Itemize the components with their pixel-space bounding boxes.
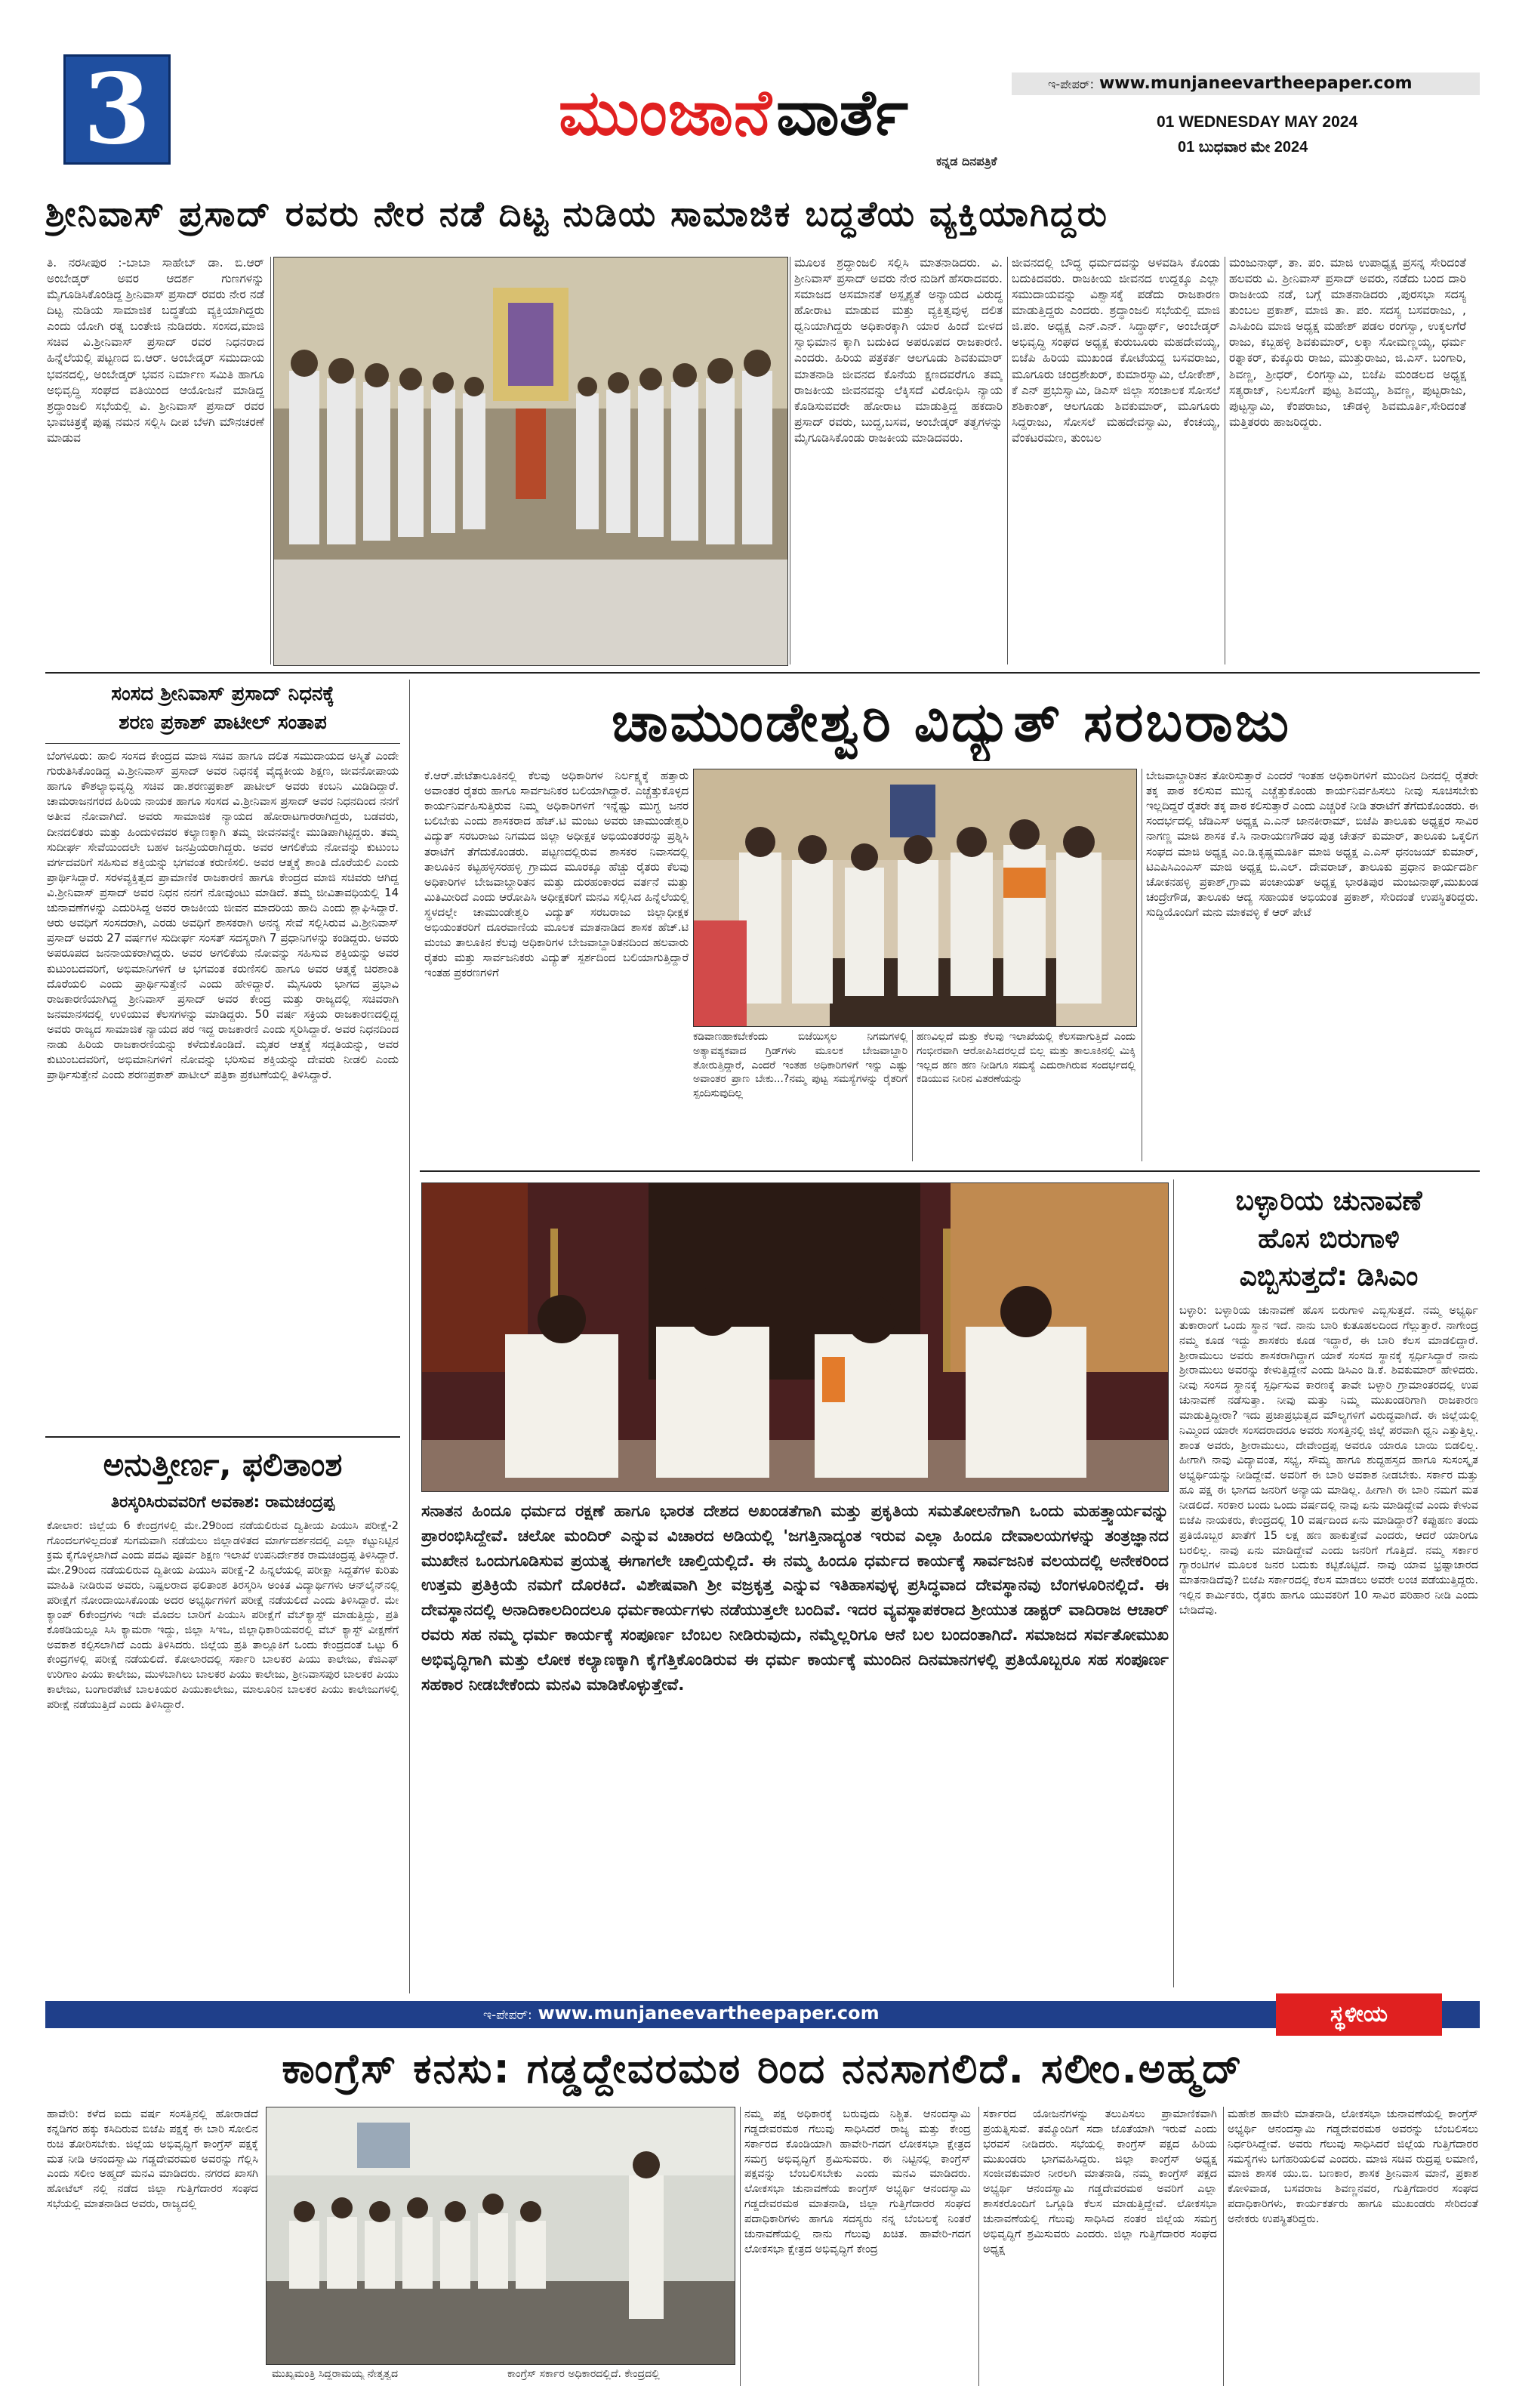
column-divider (270, 257, 271, 664)
story3-body: ಕೋಲಾರ: ಜಿಲ್ಲೆಯ 6 ಕೇಂದ್ರಗಳಲ್ಲಿ ಮೇ.29ರಿಂದ ನಡೆಯಲಿರುವ ದ್ವಿತೀಯ ಪಿಯುಸಿ ಪರೀಕ್ಷೆ-2 ಗೊಂದಲಗಳಿಲ್ಲದಂತೆ ಸುಗಮವಾಗಿ ನಡೆಯಲು ಜಿಲ್ಲಾಡಳಿತದ ಮಾರ್ಗದರ್ಶನದಲ್ಲಿ ಎಲ್ಲಾ ಕಟ್ಟುನಿಟ್ಟಿನ ಕ್ರಮ ಕೈಗೊಳ್ಳಲಾಗಿದೆ ಎಂದು ಪದವಿ ಪೂರ್ವ ಶಿಕ್ಷಣ ಇಲಾಖೆ ಉಪನಿರ್ದೇಶಕ ರಾಮಚಂದ್ರಪ್ಪ ತಿಳಿಸಿದ್ದಾರೆ. ಮೇ.29ರಿಂದ ನಡೆಯಲಿರುವ ದ್ವಿತೀಯ ಪಿಯುಸಿ ಪರೀಕ್ಷೆ-2 ಹಿನ್ನಲೆಯಲ್ಲಿ ಪರೀಕ್ಷಾ ಸಿದ್ದತೆಗಳ ಕುರಿತು ಮಾಹಿತಿ ನೀಡಿರುವ ಅವರು, ನಿಷ್ಪಲರಾದ ಫಲಿತಾಂಶ ತಿರಸ್ಕರಿಸಿ ಅಂಕಿತ ವಿದ್ಯಾರ್ಥಿಗಳು ಆನ್‌ಲೈನ್‌ನಲ್ಲಿ ಪರೀಕ್ಷೆಗೆ ನೋಂದಾಯಿಸಿಕೊಂಡು ಅದರ ಅಭ್ಯರ್ಥಿಗಳಿಗೆ ಪರೀಕ್ಷೆ ನಡೆಯಲಿದೆ ಎಂದು ತಿಳಿಸಿದ್ದಾರೆ. ಮೇ ಕ್ಯಾಂಪ್ 6ಕೇಂದ್ರಗಳು ಇದೇ ಮೊದಲ ಬಾರಿಗೆ ಪಿಯುಸಿ ಪರೀಕ್ಷೆಗೆ ವೆಬ್‌ಕ್ಯಾಸ್ಟ್ ಮಾಡುತ್ತಿದ್ದು, ಪ್ರತಿ ಕೊಠಡಿಯಲ್ಲೂ ಸಿಸಿ ಕ್ಯಾಮರಾ ಇದ್ದು, ಜಿಲ್ಲಾ ಸಿಇಒ, ಜಿಲ್ಲಾಧಿಕಾರಿಯವರಲ್ಲಿ ವೆಬ್ ಕ್ಯಾಸ್ಟ್ ವೀಕ್ಷಣೆಗೆ ಅವಕಾಶ ಕಲ್ಪಿಸಲಾಗಿದೆ ಎಂದು ತಿಳಿಸಿದರು. ಜಿಲ್ಲೆಯ ಪ್ರತಿ ತಾಲ್ಲೂಕಿಗೆ ಒಂದು ಕೇಂದ್ರದಂತೆ ಒಟ್ಟು 6 ಕೇಂದ್ರಗಳಲ್ಲಿ ಪರೀಕ್ಷೆ ನಡೆಯಲಿದೆ. ಕೋಲಾರದಲ್ಲಿ ಸರ್ಕಾರಿ ಬಾಲಕರ ಪಿಯು ಕಾಲೇಜು, ಕೆಜಿಎಫ್ ಉರಿಗಾಂ ಪಿಯು ಕಾಲೇಜು, ಮುಳಬಾಗಿಲು ಬಾಲಕರ ಪಿಯು ಕಾಲೇಜು, ಶ್ರೀನಿವಾಸಪುರ ಬಾಲಕರ ಪಿಯು ಕಾಲೇಜು, ಬಂಗಾರಪೇಟೆ ಬಾಲಕಿಯರ ಪಿಯುಕಾಲೇಜು, ಮಾಲೂರಿನ ಬಾಲಕರ ಪಿಯು ಕಾಲೇಜುಗಳಲ್ಲಿ ಪರೀಕ್ಷೆ ನಡೆಯುತ್ತಿದೆ ಎಂದು ತಿಳಿಸಿದ್ದಾರೆ. (47, 1520, 399, 1711)
story7-headline: ಕಾಂಗ್ರೆಸ್ ಕನಸು: ಗಡ್ಡದ್ದೇವರಮಠ ರಿಂದ ನನಸಾಗಲಿದೆ. ಸಲೀಂ.ಅಹ್ಮದ್ (282, 2045, 1243, 2092)
section-divider (420, 1170, 1480, 1172)
story7-col4: ಮಹೇಶ ಹಾವೇರಿ ಮಾತನಾಡಿ, ಲೋಕಸಭಾ ಚುನಾವಣೆಯಲ್ಲಿ ಕಾಂಗ್ರೆಸ್ ಅಭ್ಯರ್ಥಿ ಆನಂದಸ್ವಾಮಿ ಗಡ್ಡದೇವರಮಠ ಅವರನ್ನು ಬೆಂಬಲಿಸಲು ನಿರ್ಧರಿಸಿದ್ದೇವೆ. ಅವರು ಗೆಲುವು ಸಾಧಿಸಿದರೆ ಜಿಲ್ಲೆಯ ಗುತ್ತಿಗೆದಾರರ ಸಮಸ್ಯೆಗಳು ಬಗೆಹರಿಯಲಿವೆ ಎಂದರು. ಮಾಜಿ ಸಚಿವ ರುದ್ರಪ್ಪ ಲಮಾಣಿ, ಮಾಜಿ ಶಾಸಕ ಯು.ಬಿ. ಬಣಕಾರ, ಶಾಸಕ ಶ್ರೀನಿವಾಸ ಮಾನೆ, ಪ್ರಕಾಶ ಕೋಳಿವಾಡ, ಬಸವರಾಜ ಶಿವಣ್ಣನವರ, ಗುತ್ತಿಗೆದಾರರ ಸಂಘದ ಪದಾಧಿಕಾರಿಗಳು, ಕಾರ್ಯಕರ್ತರು ಹಾಗೂ ಮುಖಂಡರು ಸೇರಿದಂತೆ ಅನೇಕರು ಉಪಸ್ಥಿತರಿದ್ದರು. (1228, 2107, 1478, 2225)
column-divider (1173, 1179, 1174, 1987)
page-number-box (63, 54, 171, 165)
section-label-box (1276, 1993, 1442, 2036)
column-divider (740, 2107, 741, 2386)
story7-col2: ನಮ್ಮ ಪಕ್ಷ ಅಧಿಕಾರಕ್ಕೆ ಬರುವುದು ನಿಶ್ಚಿತ. ಆನಂದಸ್ವಾಮಿ ಗಡ್ಡದೇವರಮಠ ಗೆಲುವು ಸಾಧಿಸಿದರೆ ರಾಜ್ಯ ಮತ್ತು ಕೇಂದ್ರ ಸರ್ಕಾರದ ಕೊಂಡಿಯಾಗಿ ಹಾವೇರಿ-ಗದಗ ಲೋಕಸಭಾ ಕ್ಷೇತ್ರದ ಸಮಗ್ರ ಅಭಿವೃದ್ಧಿಗೆ ಶ್ರಮಿಸುವರು. ಈ ನಿಟ್ಟಿನಲ್ಲಿ ಕಾಂಗ್ರೆಸ್ ಪಕ್ಷವನ್ನು ಬೆಂಬಲಿಸಬೇಕು ಎಂದು ಮನವಿ ಮಾಡಿದರು. ಲೋಕಸಭಾ ಚುನಾವಣೆಯ ಕಾಂಗ್ರೆಸ್ ಅಭ್ಯರ್ಥಿ ಆನಂದಸ್ವಾಮಿ ಗಡ್ಡದೇವರಮಠ ಮಾತನಾಡಿ, ಜಿಲ್ಲಾ ಗುತ್ತಿಗೆದಾರರ ಸಂಘದ ಪದಾಧಿಕಾರಿಗಳು ಹಾಗೂ ಸದಸ್ಯರು ನನ್ನ ಬೆಂಬಲಕ್ಕೆ ನಿಂತರೆ ಚುನಾವಣೆಯಲ್ಲಿ ನಾನು ಗೆಲುವು ಖಚಿತ. ಹಾವೇರಿ-ಗದಗ ಲೋಕಸಭಾ ಕ್ಷೇತ್ರದ ಅಭಿವೃದ್ಧಿಗೆ ಕೇಂದ್ರ (744, 2107, 971, 2255)
story1-col1: ತಿ. ನರಸೀಪುರ :-ಬಾಬಾ ಸಾಹೇಬ್ ಡಾ. ಬಿ.ಆರ್ ಅಂಬೇಡ್ಕರ್ ಅವರ ಆದರ್ಶ ಗುಣಗಳನ್ನು ಮೈಗೂಡಿಸಿಕೊಂಡಿದ್ದ ಶ್ರೀನಿವಾಸ್ ಪ್ರಸಾದ್ ರವರು ನೇರ ನಡೆ ದಿಟ್ಟ ನುಡಿಯ ಸಾಮಾಜಿಕ ಬದ್ಧತೆಯ ವ್ಯಕ್ತಿಯಾಗಿದ್ದರು ಎಂದು ಯೋಗಿ ರತ್ನ ಬಂತೇಜಿ ನುಡಿದರು. ಸಂಸದ,ಮಾಜಿ ಸಚಿವ ವಿ.ಶ್ರೀನಿವಾಸ್ ಪ್ರಸಾದ್ ರವರ ನಿಧನರಾದ ಹಿನ್ನೆಲೆಯಲ್ಲಿ ಪಟ್ಟಣದ ಬಿ.ಆರ್. ಅಂಬೇಡ್ಕರ್ ಸಮುದಾಯ ಭವನದಲ್ಲಿ, ಅಂಬೇಡ್ಕರ್ ಭವನ ನಿರ್ಮಾಣ ಸಮಿತಿ ಹಾಗೂ ಅಭಿವೃದ್ಧಿ ಸಂಘದ ವತಿಯಿಂದ ಆಯೋಜನೆ ಮಾಡಿದ್ದ ಶ್ರದ್ಧಾಂಜಲಿ ಸಭೆಯಲ್ಲಿ ವಿ. ಶ್ರೀನಿವಾಸ್ ಪ್ರಸಾದ್ ರವರ ಭಾವಚಿತ್ರಕ್ಕೆ ಪುಷ್ಪ ನಮನ ಸಲ್ಲಿಸಿ ದೀಪ ಬೆಳಗಿ ಮೌನಚರಣೆ ಮಾಡುವ (47, 256, 264, 445)
masthead-title-black: ವಾರ್ತೆ (776, 76, 909, 150)
epaper-label: ಇ-ಪೇಪರ್: (1048, 77, 1094, 91)
masthead-title (559, 76, 1027, 159)
story4-photo-image (694, 769, 1136, 1026)
story6-headline-line2: ಹೊಸ ಬಿರುಗಾಳಿ (1258, 1223, 1400, 1254)
page-number: 3 (83, 53, 151, 166)
date-kannada: 01 ಬುಧವಾರ ಮೇ 2024 (1178, 139, 1308, 156)
story2-body: ಬೆಂಗಳೂರು: ಹಾಲಿ ಸಂಸದ ಕೇಂದ್ರದ ಮಾಜಿ ಸಚಿವ ಹಾಗೂ ದಲಿತ ಸಮುದಾಯದ ಅಸ್ಮಿತೆ ಎಂದೇ ಗುರುತಿಸಿಕೊಂಡಿದ್ದ ವಿ.ಶ್ರೀನಿವಾಸ್ ಪ್ರಸಾದ್ ಅವರ ನಿಧನಕ್ಕೆ ವೈದ್ಯಕೀಯ ಶಿಕ್ಷಣ, ಜೀವನೋಪಾಯ ಹಾಗೂ ಕೌಶಲ್ಯಾಭಿವೃದ್ಧಿ ಸಚಿವ ಡಾ.ಶರಣಪ್ರಕಾಶ್ ಪಾಟೀಲ್ ಅವರು ಕಂಬನಿ ಮಿಡಿದಿದ್ದಾರೆ. ಚಾಮರಾಜನಗರದ ಹಿರಿಯ ನಾಯಕ ಹಾಗೂ ಸಂಸದ ವಿ.ಶ್ರೀನಿವಾಸ ಪ್ರಸಾದ್ ಅವರ ನಿಧನದಿಂದ ನನಗೆ ಅತೀವ ನೋವಾಗಿದೆ. ಅವರು ಸಾಮಾಜಿಕ ನ್ಯಾಯದ ಹೋರಾಟಗಾರರಾಗಿದ್ದರು, ಬಡವರು, ದೀನದಲಿತರು ಮತ್ತು ಹಿಂದುಳಿದವರ ಕಲ್ಯಾಣಕ್ಕಾಗಿ ತಮ್ಮ ಜೀವನವನ್ನೇ ಮುಡಿಪಾಗಿಟ್ಟಿದ್ದರು. ತಮ್ಮ ಸುದೀರ್ಘ ಸೇವೆಯಿಂದಲೇ ಬಹಳ ಜನಪ್ರಿಯರಾಗಿದ್ದರು. ಅವರ ಆಗಲಿಕೆಯ ನೋವನ್ನು ಕುಟುಂಬ ವರ್ಗದವರಿಗೆ ಸಹಿಸುವ ಶಕ್ತಿಯನ್ನು ಭಗವಂತ ಕರುಣಿಸಲಿ. ಅವರ ಆತ್ಮಕ್ಕೆ ಶಾಂತಿ ದೊರೆಯಲಿ ಎಂದು ಪ್ರಾರ್ಥಿಸಿದ್ದಾರೆ. ಸರಳವ್ಯಕ್ತಿತ್ವದ ಪ್ರಾಮಾಣಿಕ ರಾಜಕಾರಣಿ ಹಾಗೂ ಕೇಂದ್ರದ ಮಾಜಿ ಸಚಿವರು ಆಗಿದ್ದ ವಿ.ಶ್ರೀನಿವಾಸ್ ಪ್ರಸಾದ್ ಅವರ ನಿಧನ ನನಗೆ ನೋವುಂಟು ಮಾಡಿದೆ. ತಮ್ಮ ಜೀವಿತಾವಧಿಯಲ್ಲಿ 14 ಚುನಾವಣೆಗಳನ್ನು ಎದುರಿಸಿದ್ದ ಅವರ ರಾಜಕೀಯ ಜೀವನ ಮಾದರಿಯ ಹಾದಿ ಎಂದು ಶ್ಲಾಘಿಸಿದ್ದಾರೆ. ಆರು ಅವಧಿಗೆ ಸಂಸದರಾಗಿ, ಎರಡು ಅವಧಿಗೆ ಶಾಸಕರಾಗಿ ಅನನ್ಯ ಸೇವೆ ಸಲ್ಲಿಸಿರುವ ವಿ.ಶ್ರೀನಿವಾಸ್ ಪ್ರಸಾದ್ ಅವರು 27 ವರ್ಷಗಳ ಸುದೀರ್ಘ ಸಂಸತ್ ಸದಸ್ಯರಾಗಿ 7 ಪ್ರಧಾನಿಗಳನ್ನು ಕಂಡಿದ್ದರು. ಅವರು ಅಪರೂಪದ ಜನನಾಯಕರಾಗಿದ್ದರು. ಅವರ ಅಗಲಿಕೆಯ ನೋವನ್ನು ಸಹಿಸುವ ಶಕ್ತಿಯನ್ನು ಅವರ ಕುಟುಂಬದವರಿಗೆ, ಅಭಿಮಾನಿಗಳಿಗೆ ಆ ಭಗವಂತ ಕರುಣಿಸಲಿ ಹಾಗೂ ಅವರ ಆತ್ಮಕ್ಕೆ ಚಿರಶಾಂತಿ ದೊರೆಯಲಿ ಎಂದು ಪ್ರಾರ್ಥಿಸುತ್ತೇನೆ ಎಂದು ಹೇಳಿದ್ದಾರೆ. ಮೈಸೂರು ಭಾಗದ ಪ್ರಭಾವಿ ರಾಜಕಾರಣಿಯಾಗಿದ್ದ ಶ್ರೀನಿವಾಸ್ ಪ್ರಸಾದ್ ಅವರ ಕೇಂದ್ರ ಮತ್ತು ರಾಜ್ಯದಲ್ಲಿ ಸಚಿವರಾಗಿ ಜನಮಾನಸದಲ್ಲಿ ಉಳಿಯುವ ಕೆಲಸಗಳನ್ನು ಮಾಡಿದ್ದರು. 50 ವರ್ಷ ಸಕ್ರಿಯ ರಾಜಕಾರಣದಲ್ಲಿದ್ದ ಅವರು ರಾಜ್ಯದ ಸಾಮಾಜಿಕ ನ್ಯಾಯದ ಪರ ಇದ್ದ ರಾಜಕಾರಣಿ ಎಂದು ಸ್ಮರಿಸಿದ್ದಾರೆ. ಅವರ ನಿಧನದಿಂದ ನಾಡು ಹಿರಿಯ ರಾಜಕಾರಣಿಯನ್ನು ಕಳೆದುಕೊಂಡಿದೆ. ಮೃತರ ಆತ್ಮಕ್ಕೆ ಸದ್ಗತಿಯನ್ನು, ಅವರ ಕುಟುಂಬದವರಿಗೆ, ಅಭಿಮಾನಿಗಳಿಗೆ ನೋವನ್ನು ಭರಿಸುವ ಶಕ್ತಿಯನ್ನು ದೇವರು ನೀಡಲಿ ಎಂದು ಪ್ರಾರ್ಥಿಸುತ್ತೇನೆ ಎಂದು ಶರಣಪ್ರಕಾಶ್ ಪಾಟೀಲ್ ಪತ್ರಿಕಾ ಪ್ರಕಟಣೆಯಲ್ಲಿ ತಿಳಿಸಿದ್ದಾರೆ. (47, 750, 399, 1082)
section-divider (45, 672, 1480, 674)
story5-body: ಸನಾತನ ಹಿಂದೂ ಧರ್ಮದ ರಕ್ಷಣೆ ಹಾಗೂ ಭಾರತ ದೇಶದ ಅಖಂಡತೆಗಾಗಿ ಮತ್ತು ಪ್ರಕೃತಿಯ ಸಮತೋಲನೆಗಾಗಿ ಒಂದು ಮಹತ್ತ್ವಾರ್ಯವನ್ನು ಪ್ರಾರಂಭಿಸಿದ್ದೇವೆ. ಚಲೋ ಮಂದಿರ್ ಎನ್ನುವ ವಿಚಾರದ ಅಡಿಯಲ್ಲಿ 'ಜಗತ್ತಿನಾದ್ಯಂತ ಇರುವ ಎಲ್ಲಾ ಹಿಂದೂ ದೇವಾಲಯಗಳನ್ನು ತಂತ್ರಜ್ಞಾನದ ಮುಖೇನ ಒಂದುಗೂಡಿಸುವ ಪ್ರಯತ್ನ ಈಗಾಗಲೇ ಚಾಲ್ತಿಯಲ್ಲಿದೆ. ಈ ನಮ್ಮ ಹಿಂದೂ ಧರ್ಮದ ಕಾರ್ಯಕ್ಕೆ ಸಾರ್ವಜನಿಕ ವಲಯದಲ್ಲಿ ಅನೇಕರಿಂದ ಉತ್ತಮ ಪ್ರತಿಕ್ರಿಯೆ ನಮಗೆ ದೊರಕಿದೆ. ವಿಶೇಷವಾಗಿ ಶ್ರೀ ವಜ್ರಕೃತ್ತ ಎನ್ನುವ ಇತಿಹಾಸವುಳ್ಳ ಪ್ರಸಿದ್ಧವಾದ ದೇವಸ್ಥಾನವು ಬೆಂಗಳೂರಿನಲ್ಲಿದೆ. ಈ ದೇವಸ್ಥಾನದಲ್ಲಿ ಅನಾದಿಕಾಲದಿಂದಲೂ ಧರ್ಮಕಾರ್ಯಗಳು ನಡೆಯುತ್ತಲೇ ಬಂದಿವೆ. ಇದರ ವ್ಯವಸ್ಥಾಪಕರಾದ ಶ್ರೀಯುತ ಡಾಕ್ಟರ್ ವಾದಿರಾಜ ಆಚಾರ್ ರವರು ಸಹ ನಮ್ಮ ಧರ್ಮ ಕಾರ್ಯಕ್ಕೆ ಸಂಪೂರ್ಣ ಬೆಂಬಲ ನೀಡಿರುವುದು, ನಮ್ಮೆಲ್ಲರಿಗೂ ಆನೆ ಬಲ ಬಂದಂತಾಗಿದೆ. ಸಮಾಜದ ಸರ್ವತೋಮುಖ ಅಭಿವೃದ್ಧಿಗಾಗಿ ಮತ್ತು ಲೋಕ ಕಲ್ಯಾಣಕ್ಕಾಗಿ ಕೈಗೆತ್ತಿಕೊಂಡಿರುವ ಈ ಧರ್ಮ ಕಾರ್ಯಕ್ಕೆ ಮುಂದಿನ ದಿನಮಾನಗಳಲ್ಲಿ ಪ್ರತಿಯೊಬ್ಬರೂ ಸಹ ಸಂಪೂರ್ಣ ಸಹಕಾರ ನೀಡಬೇಕೆಂದು ಮನವಿ ಮಾಡಿಕೊಳ್ಳುತ್ತೇವೆ. (421, 1502, 1169, 1694)
story6-body: ಬಳ್ಳಾರಿ: ಬಳ್ಳಾರಿಯ ಚುನಾವಣೆ ಹೊಸ ಬಿರುಗಾಳಿ ಎಬ್ಬಿಸುತ್ತದೆ. ನಮ್ಮ ಅಭ್ಯರ್ಥಿ ತುಕಾರಾಂಗೆ ಒಂದು ಸ್ಥಾನ ಇದೆ. ನಾನು ಬಾರಿ ಕುತೂಹಲದಿಂದ ಗೆಲ್ಲುತ್ತಾರೆ. ನಾಗೇಂದ್ರ ನಮ್ಮ ಕೂಡ ಇದ್ದು ಶಾಸಕರು ಕೂಡ ಇದ್ದಾರೆ, ಈ ಬಾರಿ ಕೆಲಸ ಮಾಡಲಿದ್ದಾರೆ. ಶ್ರೀರಾಮುಲು ಅವರು ಶಾಸಕರಾಗಿದ್ದಾಗ ಯಾಕೆ ಸಂಸದ ಸ್ಥಾನಕ್ಕೆ ಸ್ಪರ್ಧಿಸಿದ್ದಾರೆ ನಾನು ಶ್ರೀರಾಮುಲು ಅವರನ್ನು ಕೇಳುತ್ತಿದ್ದೇನೆ ಎಂದು ಡಿಸಿಎಂ ಡಿ.ಕೆ. ಶಿವಕುಮಾರ್ ಹೇಳಿದರು. ನೀವು ಸಂಸದ ಸ್ಥಾನಕ್ಕೆ ಸ್ಪರ್ಧಿಸುವ ಕಾರಣಕ್ಕೆ ತಾವೇ ಬಳ್ಳಾರಿ ಗ್ರಾಮಾಂತರದಲ್ಲಿ ಉಪ ಚುನಾವಣೆ ನಡೆಸುತ್ತಾ. ನೀವು ಮತ್ತು ನಿಮ್ಮ ಮುಖಂಡರಿಗಾಗಿ ರಾಜಕಾರಣ ಮಾಡುತ್ತಿದ್ದೀರಾ? ಇದು ಪ್ರಜಾಪ್ರಭುತ್ವದ ಮೌಲ್ಯಗಳಿಗೆ ವಿರುದ್ಧವಾಗಿದೆ. ಈ ಜಿಲ್ಲೆಯಲ್ಲಿ ನಿಮ್ಮಿಂದ ಯಾರೇ ಸಂಸದರಾದರೂ ಅವರು ಸಂಸತ್ತಿನಲ್ಲಿ ಜಿಲ್ಲೆ ಪರವಾಗಿ ಧ್ವನಿ ಎತ್ತುತ್ತಿಲ್ಲ. ಶಾಂತ ಅವರು, ಶ್ರೀರಾಮುಲು, ದೇವೇಂದ್ರಪ್ಪ ಅವರೂ ಯಾರೂ ಬಾಯಿ ಬಿಡಲಿಲ್ಲ. ಹೀಗಾಗಿ ನಾವು ವಿದ್ಯಾವಂತ, ಸಭ್ಯ, ಸೌಮ್ಯ ಹಾಗೂ ಶುದ್ಧಹಸ್ತದ ಹಾಗೂ ಸುಸಂಸ್ಕೃತ ಅಭ್ಯರ್ಥಿಯನ್ನು ನೀಡಿದ್ದೇವೆ. ಅವರಿಗೆ ಈ ಬಾರಿ ಅವಕಾಶ ನೀಡಬೇಕು. ಸರ್ಕಾರ ಮತ್ತು ಹೂ ಪಕ್ಷ ಈ ಭಾಗದ ಜನರಿಗೆ ಅನ್ಯಾಯ ಮಾಡಿಲ್ಲ. ಹೀಗಾಗಿ ಈ ಬಾರಿ ನಮಗೆ ಮತ ನೀಡಲಿದೆ. ಸರಕಾರ ಬಂದು ಒಂದು ವರ್ಷದಲ್ಲಿ ನಾವು ಏನು ಮಾಡಿದ್ದೇವೆ ಎಂದು ಕೇಳುವ ಬಿಜೆಪಿ ನಾಯಕರು, ಕೇಂದ್ರದಲ್ಲಿ 10 ವರ್ಷದಿಂದ ಏನು ಮಾಡಿದ್ದಾರೆ? ಕಪ್ಪುಹಣ ತಂದು ಪ್ರತಿಯೊಬ್ಬರ ಖಾತೆಗೆ 15 ಲಕ್ಷ ಹಣ ಹಾಕುತ್ತೇವೆ ಎಂದರು, ಆದರೆ ಯಾರಿಗೂ ಬರಲಿಲ್ಲ. ನಾವು ಏನು ಮಾಡಿದ್ದೇವೆ ಎಂದು ಜನರಿಗೆ ಗೊತ್ತಿದೆ. ನಮ್ಮ ಸರ್ಕಾರ ಗ್ಯಾರಂಟಿಗಳ ಮೂಲಕ ಜನರ ಬದುಕು ಕಟ್ಟಿಕೊಟ್ಟಿದೆ. ನಾವು ಯಾವ ಭ್ರಷ್ಟಾಚಾರದ ಮಾತನಾಡಿದೆವು? ಬಿಜೆಪಿ ಸರ್ಕಾರದಲ್ಲಿ ಕೆಲಸ ಮಾಡಲು ಅವರೇ ಲಂಚ ಪಡೆಯುತ್ತಿದ್ದರು. ಇಲ್ಲಿನ ಕಾರ್ಮಿಕರು, ರೈತರು ಹಾಗೂ ಯುವಕರಿಗೆ 10 ಸಾವಿರ ಪರಿಹಾರ ನೀಡಿ ಎಂದು ಬೇಡಿದೆವು. (1179, 1304, 1478, 1617)
story4-photo (693, 769, 1137, 1027)
epaper-link[interactable] (1048, 74, 1413, 93)
epaper-url[interactable]: www.munjaneevartheepaper.com (1098, 74, 1413, 93)
column-divider (912, 1030, 913, 1161)
story7-photo (266, 2107, 735, 2365)
story5-photo-image (422, 1183, 1168, 1491)
story2-headline (45, 680, 400, 737)
headline-underline (45, 743, 400, 744)
story7-col3: ಸರ್ಕಾರದ ಯೋಜನೆಗಳನ್ನು ತಲುಪಿಸಲು ಪ್ರಾಮಾಣಿಕವಾಗಿ ಪ್ರಯತ್ನಿಸುವೆ. ತಮ್ಮೊಂದಿಗೆ ಸದಾ ಜೊತೆಯಾಗಿ ಇರುವೆ ಎಂದು ಭರವಸೆ ನೀಡಿದರು. ಸಭೆಯಲ್ಲಿ ಕಾಂಗ್ರೆಸ್ ಪಕ್ಷದ ಹಿರಿಯ ಮುಖಂಡರು ಭಾಗವಹಿಸಿದ್ದರು. ಜಿಲ್ಲಾ ಕಾಂಗ್ರೆಸ್ ಅಧ್ಯಕ್ಷ ಸಂಜೀವಕುಮಾರ ನೀರಲಗಿ ಮಾತನಾಡಿ, ನಮ್ಮ ಕಾಂಗ್ರೆಸ್ ಪಕ್ಷದ ಅಭ್ಯರ್ಥಿ ಆನಂದಸ್ವಾಮಿ ಗಡ್ಡದೇವರಮಠ ಅವರಿಗೆ ಎಲ್ಲಾ ಶಾಸಕರೊಂದಿಗೆ ಒಗ್ಗೂಡಿ ಕೆಲಸ ಮಾಡುತ್ತಿದ್ದೇವೆ. ಲೋಕಸಭಾ ಚುನಾವಣೆಯಲ್ಲಿ ಗೆಲುವು ಸಾಧಿಸಿದ ನಂತರ ಜಿಲ್ಲೆಯ ಸಮಗ್ರ ಅಭಿವೃದ್ಧಿಗೆ ಶ್ರಮಿಸುವರು ಎಂದರು. ಜಿಲ್ಲಾ ಗುತ್ತಿಗೆದಾರರ ಸಂಘದ ಅಧ್ಯಕ್ಷ (983, 2107, 1217, 2255)
story4-bottom-a: ಕಡಿವಾಣಹಾಕಬೇಕೆಂದು ಬಿಜೆಯಿಸ್ಕಲ ನಿಗಮಗಳಲ್ಲಿ ಅತ್ಯಾವಶ್ಯಕವಾದ ಗ್ರಿಡ್‌ಗಳು ಮೂಲಕ ಬೇಜವಾಬ್ದಾರಿ ತೋರುತ್ತಿದ್ದಾರೆ, ಎಂದರೆ ಇಂತಹ ಅಧಿಕಾರಿಗಳಿಗೆ ಇನ್ನು ಎಷ್ಟು ಅವಾಂತರ ಪ್ರಾಣ ಬೇಕು...?ನಮ್ಮ ಪುಟ್ಟ ಸಮಸ್ಯೆಗಳನ್ನು ರೈತರಿಗೆ ಸ್ಪಂದಿಸುವುದಿಲ್ಲ (693, 1031, 907, 1099)
column-divider (409, 680, 410, 1993)
story2-headline-line2: ಶರಣ ಪ್ರಕಾಶ್ ಪಾಟೀಲ್ ಸಂತಾಪ (119, 711, 327, 734)
masthead-title-red: ಮುಂಜಾನೆ (559, 76, 772, 150)
story3-headline: ಅನುತ್ತೀರ್ಣ, ಫಲಿತಾಂಶ (103, 1446, 343, 1483)
masthead (0, 0, 1516, 189)
column-divider (1007, 257, 1008, 664)
story6-headline-line1: ಬಳ್ಳಾರಿಯ ಚುನಾವಣೆ (1235, 1186, 1422, 1216)
story7-photo-image (267, 2107, 735, 2364)
story4-col1: ಕೆ.ಆರ್.ಪೇಟೆತಾಲೂಕಿನಲ್ಲಿ ಕೆಲವು ಅಧಿಕಾರಿಗಳ ನಿರ್ಲಕ್ಷ್ಯಕ್ಕೆ ಹತ್ತಾರು ಅವಾಂತರ ರೈತರು ಹಾಗೂ ಸಾರ್ವಜನಿಕರ ಬಲಿಯಾಗಿದ್ದಾರೆ. ಎಚ್ಚೆತ್ತುಕೊಳ್ಳದ ಕಾರ್ಯನಿರ್ವಹಿಸುತ್ತಿರುವ ನಿಮ್ಮ ಅಧಿಕಾರಿಗಳಿಗೆ ಇನ್ನೆಷ್ಟು ಮುಗ್ಧ ಜನರ ಬಲಿಬೇಕು ಎಂದು ಶಾಸಕರಾದ ಹೆಚ್.ಟಿ ಮಂಜು ಅವರು ಚಾಮುಂಡೇಶ್ವರಿ ವಿದ್ಯುತ್ ಸರಬರಾಜು ನಿಗಮದ ಜಿಲ್ಲಾ ಅಧೀಕ್ಷಕ ಅಭಿಯಂತರರನ್ನು ಪ್ರಶ್ನಿಸಿ ತರಾಟೆಗೆ ತೆಗೆದುಕೊಂಡರು. ಪಟ್ಟಣದಲ್ಲಿರುವ ಶಾಸಕರ ನಿವಾಸದಲ್ಲಿ ತಾಲೂಕಿನ ಕಟ್ಟಹಳ್ಳಿಸರಹಳ್ಳಿ ಗ್ರಾಮದ ಮೂರಕ್ಕೂ ಹೆಚ್ಚು ರೈತರು ಕೆಲವು ಅಧಿಕಾರಿಗಳ ಬೇಜವಾಬ್ದಾರಿತನ ಮತ್ತು ದುರಹಂಕಾರದ ವರ್ತನೆ ಮತ್ತು ಮಿತಿಮೀರಿದೆ ಎಂದು ಆರೋಪಿಸಿ ಅಧೀಕ್ಷಕರಿಗೆ ಮನವಿ ಸಲ್ಲಿಸಿದ ಹಿನ್ನೆಲೆಯಲ್ಲಿ ಸ್ಥಳದಲ್ಲೇ ಚಾಮುಂಡೇಶ್ವರಿ ವಿದ್ಯುತ್ ಸರಬರಾಜು ಜಿಲ್ಲಾಧೀಕ್ಷಕ ಅಭಿಯಂತರರಿಗೆ ದೂರವಾಣಿಯ ಮೂಲಕ ಮಾತನಾಡಿದ ಶಾಸಕ ಹೆಚ್.ಟಿ ಮಂಜು ತಾಲೂಕಿನ ಕೆಲವು ಅಧಿಕಾರಿಗಳ ಬೇಜವಾಬ್ದಾರಿತನದಿಂದ ಹಲವಾರು ರೈತರು ಮತ್ತು ಸಾರ್ವಜನಿಕರು ವಿದ್ಯುತ್ ಸ್ಪರ್ಶದಿಂದ ಬಲಿಯಾಗುತ್ತಿದ್ದಾರೆ ಇಂತಹ ಪ್ರಕರಣಗಳಿಗೆ (424, 769, 689, 980)
story6-headline (1178, 1182, 1480, 1296)
story1-col3: ಜೀವನದಲ್ಲಿ ಬೌದ್ಧ ಧರ್ಮದವನ್ನು ಅಳವಡಿಸಿ ಕೊಂಡು ಬದುಕಿದವರು. ರಾಜಕೀಯ ಜೀವನದ ಉದ್ದಕ್ಕೂ ಎಲ್ಲಾ ಸಮುದಾಯವನ್ನು ವಿಶ್ವಾಸಕ್ಕೆ ಪಡೆದು ರಾಜಕಾರಣ ಮಾಡುತ್ತಿದ್ದರು ಎಂದರು. ಶ್ರದ್ಧಾಂಜಲಿ ಸಭೆಯಲ್ಲಿ ಮಾಜಿ ಜಿ.ಪಂ. ಅಧ್ಯಕ್ಷ ಎನ್.ಎನ್. ಸಿದ್ಧಾರ್ಥ್, ಅಂಬೇಡ್ಕರ್ ಅಭಿವೃದ್ಧಿ ಸಂಘದ ಅಧ್ಯಕ್ಷ ಕುರುಬೂರು ಮಹದೇವಯ್ಯ, ಬಿಜೆಪಿ ಹಿರಿಯ ಮುಖಂಡ ಕೋಟೆಯದ್ದ ಬಸವರಾಜು, ಮೂಗೂರು ಚಂದ್ರಶೇಖರ್, ಕುಮಾರಸ್ವಾಮಿ, ಲೋಕೇಶ್, ಕೆ ಎನ್ ಪ್ರಭುಸ್ವಾಮಿ, ಡಿಎಸ್ ಜಿಲ್ಲಾ ಸಂಚಾಲಕ ಸೋಸಲೆ ಶಶಿಕಾಂತ್, ಆಲಗೂಡು ಶಿವಕುಮಾರ್, ಮೂಗೂರು ಸಿದ್ದರಾಜು, ಸೋಸಲೆ ಮಹದೇವಸ್ವಾಮಿ, ಕೆಂಚಯ್ಯ, ವೆಂಕಟರಮಣ, ತುಂಬಲ (1012, 256, 1220, 445)
story3-subhead: ತಿರಸ್ಕರಿಸಿರುವವರಿಗೆ ಅವಕಾಶ: ರಾಮಚಂದ್ರಪ್ಪ (110, 1493, 335, 1511)
story1-photo-image (274, 257, 787, 665)
story4-bottom-b: ಹಣವಿಲ್ಲದೆ ಮತ್ತು ಕೆಲವು ಇಲಾಖೆಯಲ್ಲಿ ಕೆಲಸವಾಗುತ್ತಿದೆ ಎಂದು ಗಂಭೀರವಾಗಿ ಆರೋಪಿಸಿದರಲ್ಲದೆ ಬಿಲ್ಲ ಮತ್ತು ತಾಲೂಕಿನಲ್ಲಿ ಮಿಕ್ಕಿ ಇಲ್ಲದ ಹಣ ಹಣ ನೀಡಿಗೂ ಸಮಸ್ಯೆ ಎದುರಾಗಿರುವ ಸಂದರ್ಭದಲ್ಲಿ ಕಡಿಯುವ ನೀರಿನ ವಿತರಣೆಯನ್ನು (917, 1031, 1135, 1086)
story7-caption-b: ಕಾಂಗ್ರೆಸ್ ಸರ್ಕಾರ ಅಧಿಕಾರದಲ್ಲಿದೆ. ಕೇಂದ್ರದಲ್ಲಿ (507, 2368, 660, 2380)
section-label: ಸ್ಥಳೀಯ (1330, 2001, 1388, 2027)
story4-headline: ಚಾಮುಂಡೇಶ್ವರಿ ವಿದ್ಯುತ್ ಸರಬರಾಜು (612, 690, 1291, 754)
date-english: 01 WEDNESDAY MAY 2024 (1157, 113, 1358, 131)
story1-headline: ಶ್ರೀನಿವಾಸ್ ಪ್ರಸಾದ್ ರವರು ನೇರ ನಡೆ ದಿಟ್ಟ ನುಡಿಯ ಸಾಮಾಜಿಕ ಬದ್ಧತೆಯ ವ್ಯಕ್ತಿಯಾಗಿದ್ದರು (45, 193, 1108, 234)
masthead-tagline: ಕನ್ನಡ ದಿನಪತ್ರಿಕೆ (936, 154, 997, 168)
story6-headline-line3: ಎಬ್ಬಿಸುತ್ತದೆ: ಡಿಸಿಎಂ (1239, 1261, 1419, 1292)
section-divider (45, 1436, 400, 1438)
band-epaper-url[interactable]: www.munjaneevartheepaper.com (538, 2003, 880, 2024)
column-divider (978, 2107, 979, 2386)
column-divider (1223, 2107, 1224, 2386)
band-epaper-label: ಇ-ಪೇಪರ್: (483, 2008, 532, 2023)
section-band-epaper[interactable] (483, 2003, 880, 2024)
story4-col3: ಬೇಜವಾಬ್ದಾರಿತನ ತೋರಿಸುತ್ತಾರೆ ಎಂದರೆ ಇಂತಹ ಅಧಿಕಾರಿಗಳಿಗೆ ಮುಂದಿನ ದಿನದಲ್ಲಿ ರೈತರೇ ತಕ್ಕ ಪಾಠ ಕಲಿಸುವ ಮುನ್ನ ಎಚ್ಚೆತ್ತುಕೊಂಡು ಕಾರ್ಯನಿರ್ವಹಿಸಲು ನೀವು ಸೂಚಿಸಬೇಕು ಇಲ್ಲದಿದ್ದರೆ ರೈತರೇ ತಕ್ಕ ಪಾಠ ಕಲಿಸುತ್ತಾರೆ ಎಂದು ಎಚ್ಚರಿಕೆ ನೀಡಿ ತರಾಟೆಗೆ ತೆಗೆದುಕೊಂಡರು. ಈ ಸಂದರ್ಭದಲ್ಲಿ ಜೆಡಿಎಸ್ ಅಧ್ಯಕ್ಷ ಎ.ಎನ್ ಜಾನಕೀರಾಮ್, ಬಿಜೆಪಿ ತಾಲೂಕು ಅಧ್ಯಕ್ಷರ ಸಾವಿರ ನಾಗಣ್ಣ ಮಾಜಿ ಶಾಸಕ ಕೆ.ಸಿ ನಾರಾಯಣಗೌಡರ ಪುತ್ರ ಚೇತನ್ ಕುಮಾರ್, ತಾಲೂಕು ಒಕ್ಕಲಿಗ ಸಂಘದ ಮಾಜಿ ಅಧ್ಯಕ್ಷ ಎಂ.ಡಿ.ಕೃಷ್ಣಮೂರ್ತಿ ಮಾಜಿ ಅಧ್ಯಕ್ಷ ಎ.ಎಸ್ ಧನಂಜಯ್ ಕುಮಾರ್, ಟಿಎಪಿಸಿಎಂಎಸ್ ಮಾಜಿ ಅಧ್ಯಕ್ಷ ಬಿ.ಎಲ್. ದೇವರಾಜ್, ತಾಲೂಕು ಪ್ರಧಾನ ಕಾರ್ಯದರ್ಶಿ ಚೋಕನಹಳ್ಳಿ ಪ್ರಕಾಶ್,ಗ್ರಾಮ ಪಂಚಾಯತ್ ಅಧ್ಯಕ್ಷ ಭಾರತಿಪುರ ಮಂಜುನಾಥ್,ಮುಖಂಡ ಚಂದ್ರೇಗೌಡ, ತಾಲೂಕು ಆದ್ಯ ಸಹಾಯಕ ಅಭಿಯಂತ ಪ್ರಕಾಶ್, ಸೇರಿದಂತೆ ಉಪಸ್ಥಿತರಿದ್ದರು. ಸುದ್ದಿಯೊಂದಿಗೆ ಮನು ಮಾಕವಳ್ಳಿ ಕೆ ಆರ್ ಪೇಟೆ (1146, 769, 1478, 919)
story2-headline-line1: ಸಂಸದ ಶ್ರೀನಿವಾಸ್ ಪ್ರಸಾದ್ ನಿಧನಕ್ಕೆ (111, 683, 334, 705)
story7-caption-a: ಮುಖ್ಯಮಂತ್ರಿ ಸಿದ್ದರಾಮಯ್ಯ ನೇತೃತ್ವದ (272, 2368, 399, 2380)
story1-photo (273, 257, 788, 666)
story5-photo (421, 1182, 1169, 1492)
story1-col4: ಮಂಜುನಾಥ್, ತಾ. ಪಂ. ಮಾಜಿ ಉಪಾಧ್ಯಕ್ಷ ಪ್ರಸನ್ನ ಸೇರಿದಂತೆ ಹಲವರು ವಿ. ಶ್ರೀನಿವಾಸ್ ಪ್ರಸಾದ್ ಅವರು, ನಡೆದು ಬಂದ ದಾರಿ ರಾಜಕೀಯ ನಡೆ, ಬಗ್ಗೆ ಮಾತನಾಡಿದರು ,ಪುರಸಭಾ ಸದಸ್ಯ ತುಂಬಲ ಪ್ರಕಾಶ್, ಮಾಜಿ ತಾ. ಪಂ. ಸದಸ್ಯ ಬಸವರಾಜು, , ಎಸಿಪಿಂದಿ ಮಾಜಿ ಅಧ್ಯಕ್ಷ ಮಹೇಶ್ ಪಡಲ ರಂಗಸ್ವಾ, ಉಕ್ಕಲಗೆರೆ ರಾಜು, ಕಬ್ಬಹಳ್ಳಿ ಶಿವಕುಮಾರ್, ಲಕ್ಕಾ ಸೋಮಣ್ಣಯ್ಯ, ಧರ್ಮ ರತ್ನಾಕರ್, ಕುಕ್ಕೂರು ರಾಜು, ಮುತ್ತುರಾಜು, ಜಿ.ಎಸ್. ಬಂಗಾರಿ, ಶಿವಣ್ಣ, ಶ್ರೀಧರ್, ಲಿಂಗಸ್ವಾಮಿ, ಬಿಜೆಪಿ ಮಂಡಲದ ಅಧ್ಯಕ್ಷ ಸತ್ಯರಾಜ್, ನಿಲಸೋಗೆ ಪುಟ್ಟ ಶಿವಯ್ಯ, ಶಿವಣ್ಣ, ಪುಟ್ಟರಾಜು, ಪುಟ್ಟಸ್ವಾಮಿ, ಕೆಂಪರಾಜು, ಚೌಡಳ್ಳಿ ಶಿವಮೂರ್ತಿ,ಸೇರಿದಂತೆ ಮತ್ತಿತರರು ಹಾಜರಿದ್ದರು. (1229, 256, 1466, 429)
story7-col1: ಹಾವೇರಿ: ಕಳೆದ ಐದು ವರ್ಷ ಸಂಸತ್ತಿನಲ್ಲಿ ಹೋರಾಡದೆ ಕನ್ನಡಿಗರ ಹಕ್ಕು ಕಸಿದಿರುವ ಬಿಜೆಪಿ ಪಕ್ಷಕ್ಕೆ ಈ ಬಾರಿ ಸೋಲಿನ ರುಚಿ ತೋರಿಸಬೇಕು. ಜಿಲ್ಲೆಯ ಅಭಿವೃದ್ಧಿಗೆ ಕಾಂಗ್ರೆಸ್ ಪಕ್ಷಕ್ಕೆ ಮತ ನೀಡಿ ಆನಂದಸ್ವಾಮಿ ಗಡ್ಡದೇವರಮಠ ಅವರನ್ನು ಗೆಲ್ಲಿಸಿ ಎಂದು ಸಲೀಂ ಅಹ್ಮದ್ ಮನವಿ ಮಾಡಿದರು. ನಗರದ ಖಾಸಗಿ ಹೋಟೆಲ್ ನಲ್ಲಿ ನಡೆದ ಜಿಲ್ಲಾ ಗುತ್ತಿಗೆದಾರರ ಸಂಘದ ಸಭೆಯಲ್ಲಿ ಮಾತನಾಡಿದ ಅವರು, ರಾಜ್ಯದಲ್ಲಿ (47, 2107, 258, 2211)
story1-col2: ಮೂಲಕ ಶ್ರದ್ಧಾಂಜಲಿ ಸಲ್ಲಿಸಿ ಮಾತನಾಡಿದರು. ವಿ. ಶ್ರೀನಿವಾಸ್ ಪ್ರಸಾದ್ ಅವರು ನೇರ ನುಡಿಗೆ ಹೆಸರಾದವರು. ಸಮಾಜದ ಅಸಮಾನತೆ ಅಸ್ಪೃಶ್ಯತೆ ಅನ್ಯಾಯದ ವಿರುದ್ಧ ಹೋರಾಟ ಮಾಡುವ ಮತ್ತು ವ್ಯಕ್ತಿತ್ವವುಳ್ಳ ದಲಿತ ಧ್ವನಿಯಾಗಿದ್ದರು ಅಧಿಕಾರಕ್ಕಾಗಿ ಯಾರ ಹಿಂದೆ ಬೀಳದ ಸ್ವಾಭಿಮಾನ ಕ್ಕಾಗಿ ಬದುಕಿದ ಅಪರೂಪದ ರಾಜಕಾರಣಿ. ಎಂದರು. ಹಿರಿಯ ಪತ್ರಕರ್ತ ಆಲಗೂಡು ಶಿವಕುಮಾರ್ ಮಾತನಾಡಿ ಜೀವನದ ಕೊನೆಯ ಕ್ಷಣದವರೆಗೂ ತಮ್ಮ ರಾಜಕೀಯ ಜೀವನವನ್ನು ಲೆಕ್ಕಿಸದೆ ವಿರೋಧಿಸಿ ನ್ಯಾಯ ಕೊಡಿಸುವವರೇ ಹೋರಾಟ ಮಾಡುತ್ತಿದ್ದ ಹಕದಾರಿ ಪ್ರಸಾದ್ ರವರು, ಬುದ್ಧ,ಬಸವ, ಅಂಬೇಡ್ಕರ್ ತತ್ವಗಳನ್ನು ಮೈಗೂಡಿಸಿಕೊಂಡು ರಾಜಕೀಯ ಮಾಡಿದವರು. (794, 256, 1003, 445)
